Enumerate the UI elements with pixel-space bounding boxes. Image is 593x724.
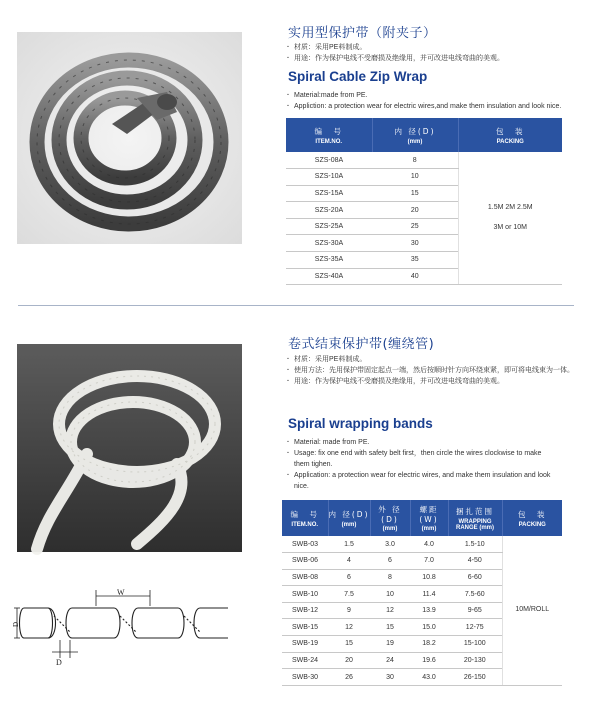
cell-diameter: 40 [372,268,458,285]
cell-wrapping-range: 20-130 [448,652,502,669]
cell-inner-diameter: 15 [328,636,370,653]
bullet-application-en: · Application: a protection wear for electric wires, and make them insulation and look nice. [286,470,554,492]
diagram-d-label: D [56,658,62,667]
cell-diameter: 25 [372,218,458,235]
section1-spec-table [286,118,562,285]
bullet-material-en: · Material:made from PE. [286,90,586,101]
section1-title-cn: 实用型保护带（附夹子） [288,26,437,41]
table-row [286,152,562,169]
cell-wrapping-range: 26-150 [448,669,502,686]
cell-item: SZS-10A [286,169,372,186]
bullet-material-en: · Material: made from PE. [286,437,554,448]
cell-diameter: 15 [372,185,458,202]
packing-line2: 3M or 10M [493,224,527,232]
section1-bullets-en [286,90,586,112]
cell-wrapping-range: 9-65 [448,602,502,619]
cell-outer-diameter: 19 [370,636,410,653]
cell-outer-diameter: 8 [370,569,410,586]
cell-diameter: 8 [372,152,458,169]
cell-pitch: 15.0 [410,619,448,636]
cell-wrapping-range: 15-100 [448,636,502,653]
cell-inner-diameter: 12 [328,619,370,636]
bullet-application-en: · Appliction: a protection wear for electric wires,and make them insulation and look nice. [286,101,586,112]
bullet-material-cn: · 材质：采用PE料制成。 [286,42,576,53]
cell-item: SZS-15A [286,185,372,202]
cell-wrapping-range: 12-75 [448,619,502,636]
cell-pitch: 19.6 [410,652,448,669]
cell-item: SWB-08 [282,569,328,586]
spiral-wrap-dimension-diagram [14,586,239,666]
spiral-wrapping-bands-photo [17,344,242,552]
cell-item: SWB-19 [282,636,328,653]
spiral-cable-zip-wrap-photo [17,32,242,244]
header-item-no: 编 号 ITEM.NO. [286,118,372,152]
cell-packing: 10M/ROLL [502,536,562,685]
cell-outer-diameter: 15 [370,619,410,636]
cell-outer-diameter: 10 [370,586,410,603]
header-packing: 包 装 PACKING [502,500,562,536]
cell-item: SWB-06 [282,553,328,570]
section1-bullets-cn [286,42,576,64]
bullet-usage-en: · Usage: fix one end with safety belt first，then circle the wires clockwise to make them tighen. [286,448,554,470]
cell-wrapping-range: 4-50 [448,553,502,570]
bullet-material-cn: · 材质：采用PE料制成。 [286,354,576,365]
section2-bullets-cn [286,354,576,387]
cell-wrapping-range: 7.5-60 [448,586,502,603]
diagram-w-label: W [117,588,125,597]
cell-item: SZS-20A [286,202,372,219]
section-divider [18,305,574,306]
section2-title-en: Spiral wrapping bands [288,416,433,431]
cell-item: SWB-03 [282,536,328,553]
cell-diameter: 35 [372,252,458,269]
header-pitch: 螺距(W) (mm) [410,500,448,536]
cell-inner-diameter: 4 [328,553,370,570]
cell-pitch: 13.9 [410,602,448,619]
cell-inner-diameter: 6 [328,569,370,586]
cell-packing [458,152,562,285]
cell-pitch: 10.8 [410,569,448,586]
cell-outer-diameter: 24 [370,652,410,669]
cell-diameter: 20 [372,202,458,219]
diagram-d-vertical-label: D [12,621,20,627]
cell-outer-diameter: 6 [370,553,410,570]
header-inner-diameter: 内 径(D) (mm) [328,500,370,536]
cell-pitch: 4.0 [410,536,448,553]
cell-diameter: 30 [372,235,458,252]
header-inner-diameter: 内 径(D) (mm) [372,118,458,152]
cell-item: SWB-12 [282,602,328,619]
cell-pitch: 11.4 [410,586,448,603]
section2-bullets-en [286,437,554,492]
cell-outer-diameter: 3.0 [370,536,410,553]
cell-item: SZS-08A [286,152,372,169]
cell-pitch: 43.0 [410,669,448,686]
cell-pitch: 18.2 [410,636,448,653]
section2-spec-table [282,500,562,686]
cell-diameter: 10 [372,169,458,186]
packing-line1: 1.5M 2M 2.5M [487,204,533,212]
cell-item: SZS-30A [286,235,372,252]
cell-inner-diameter: 26 [328,669,370,686]
cell-item: SWB-30 [282,669,328,686]
bullet-usage-cn: · 用途：作为保护电线不受磨损及绝缘用，并可改进电线弯曲的美观。 [286,53,576,64]
cell-item: SZS-40A [286,268,372,285]
cell-inner-diameter: 1.5 [328,536,370,553]
header-outer-diameter: 外 径(D) (mm) [370,500,410,536]
header-wrapping-range: 捆扎范围 WRAPPING RANGE (mm) [448,500,502,536]
cell-item: SZS-25A [286,218,372,235]
header-packing: 包 装 PACKING [458,118,562,152]
cell-outer-diameter: 30 [370,669,410,686]
header-item-no: 编 号 ITEM.NO. [282,500,328,536]
section2-title-cn: 卷式结束保护带(缠绕管) [288,337,435,352]
cell-item: SWB-24 [282,652,328,669]
cell-wrapping-range: 1.5-10 [448,536,502,553]
table-row [282,536,562,553]
cell-item: SWB-15 [282,619,328,636]
cell-inner-diameter: 7.5 [328,586,370,603]
cell-wrapping-range: 6-60 [448,569,502,586]
cell-item: SZS-35A [286,252,372,269]
cell-inner-diameter: 9 [328,602,370,619]
cell-item: SWB-10 [282,586,328,603]
cell-outer-diameter: 12 [370,602,410,619]
cell-inner-diameter: 20 [328,652,370,669]
section1-title-en: Spiral Cable Zip Wrap [288,69,428,84]
cell-pitch: 7.0 [410,553,448,570]
bullet-application-cn: · 用途：作为保护电线不受磨损及绝缘用，并可改进电线弯曲的美观。 [286,376,576,387]
bullet-usage-cn: · 使用方法：先用保护带固定起点一端，然后按顺时针方向环绕束紧，即可将电线束为一体。 [286,365,576,376]
